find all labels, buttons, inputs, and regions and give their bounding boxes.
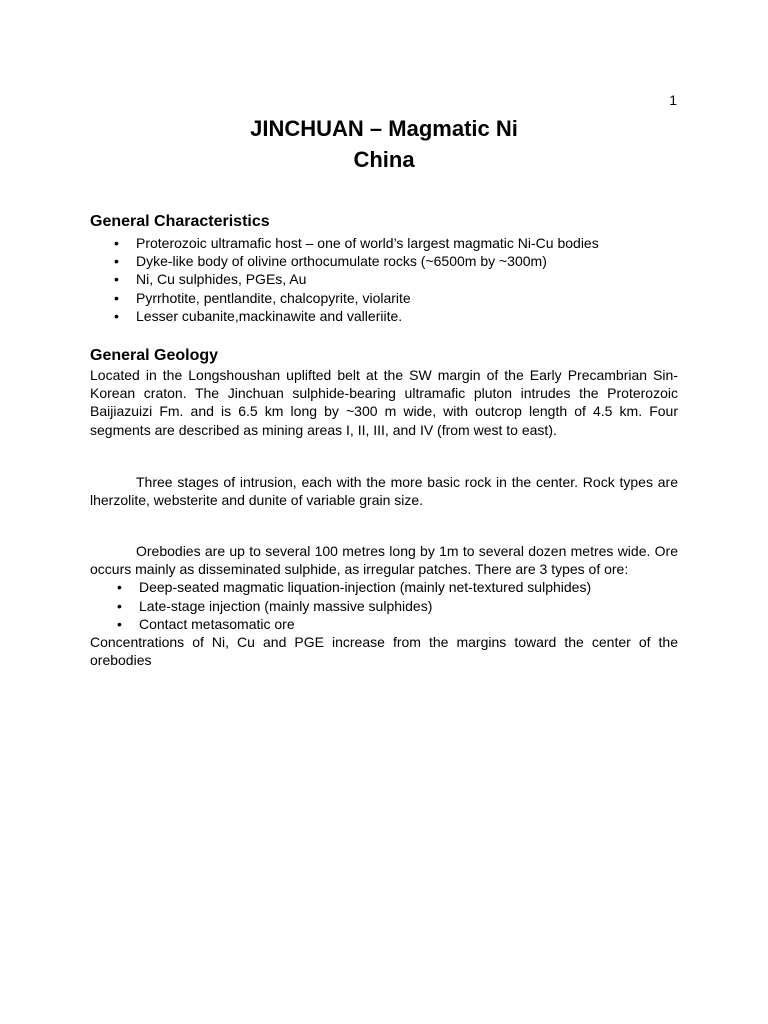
list-item-text: Deep-seated magmatic liquation-injection (mainly net-textured sulphides)	[139, 579, 592, 596]
geology-paragraph-2: Three stages of intrusion, each with the more basic rock in the center. Rock types are lherzolite, websterite and dunite of variable grain size.	[90, 474, 678, 509]
page-number: 1	[669, 92, 677, 108]
list-item-text: Contact metasomatic ore	[139, 615, 295, 632]
title-line-1: JINCHUAN – Magmatic Ni	[250, 116, 518, 141]
list-item	[90, 270, 678, 288]
list-item	[90, 252, 678, 270]
bullet-icon: •	[114, 271, 119, 288]
bullet-icon: •	[114, 307, 119, 324]
list-item-text: Proterozoic ultramafic host – one of world’s largest magmatic Ni-Cu bodies	[136, 235, 599, 251]
list-item	[90, 234, 678, 252]
list-item	[90, 597, 678, 615]
bullet-icon: •	[114, 235, 119, 251]
geology-paragraph-4: Concentrations of Ni, Cu and PGE increase from the margins toward the center of the orebodies	[90, 634, 678, 669]
bullet-icon: •	[117, 579, 122, 596]
bullet-icon: •	[117, 615, 122, 632]
ore-types-list	[90, 578, 678, 633]
bullet-icon: •	[114, 289, 119, 306]
list-item	[90, 615, 678, 633]
general-characteristics-section	[90, 212, 678, 325]
list-item-text: Pyrrhotite, pentlandite, chalcopyrite, violarite	[136, 289, 411, 306]
geology-paragraph-3: Orebodies are up to several 100 metres long by 1m to several dozen metres wide. Ore occurs mainly as disseminated sulphide, as irregular patches. There are 3 types of ore:	[90, 543, 678, 578]
title-line-2: China	[353, 147, 415, 172]
geology-paragraph-1: Located in the Longshoushan uplifted belt at the SW margin of the Early Precambrian Sin-Korean craton. The Jinchuan sulphide-bearing ultramafic pluton intrudes the Proterozoic Baijiazuizi Fm. and is 6.5 km long by ~300 m wide, with outcrop length of 4.5 km. Four segments are described as mining areas I, II, III, and IV (from west to east).	[90, 367, 678, 438]
bullet-icon: •	[117, 597, 122, 614]
characteristics-list	[90, 234, 678, 325]
intrusion-stages-block	[90, 473, 678, 509]
section-heading: General Characteristics	[90, 213, 270, 230]
list-item	[90, 578, 678, 596]
list-item	[90, 289, 678, 307]
list-item-text: Lesser cubanite,mackinawite and valleriite.	[136, 307, 403, 324]
list-item-text: Ni, Cu sulphides, PGEs, Au	[136, 271, 307, 288]
document-title	[0, 113, 768, 175]
general-geology-section	[90, 346, 678, 439]
bullet-icon: •	[114, 253, 119, 270]
list-item	[90, 307, 678, 325]
list-item-text: Late-stage injection (mainly massive sulphides)	[139, 597, 433, 614]
section-heading: General Geology	[90, 347, 219, 364]
list-item-text: Dyke-like body of olivine orthocumulate rocks (~6500m by ~300m)	[136, 253, 547, 270]
orebodies-block	[90, 542, 678, 669]
